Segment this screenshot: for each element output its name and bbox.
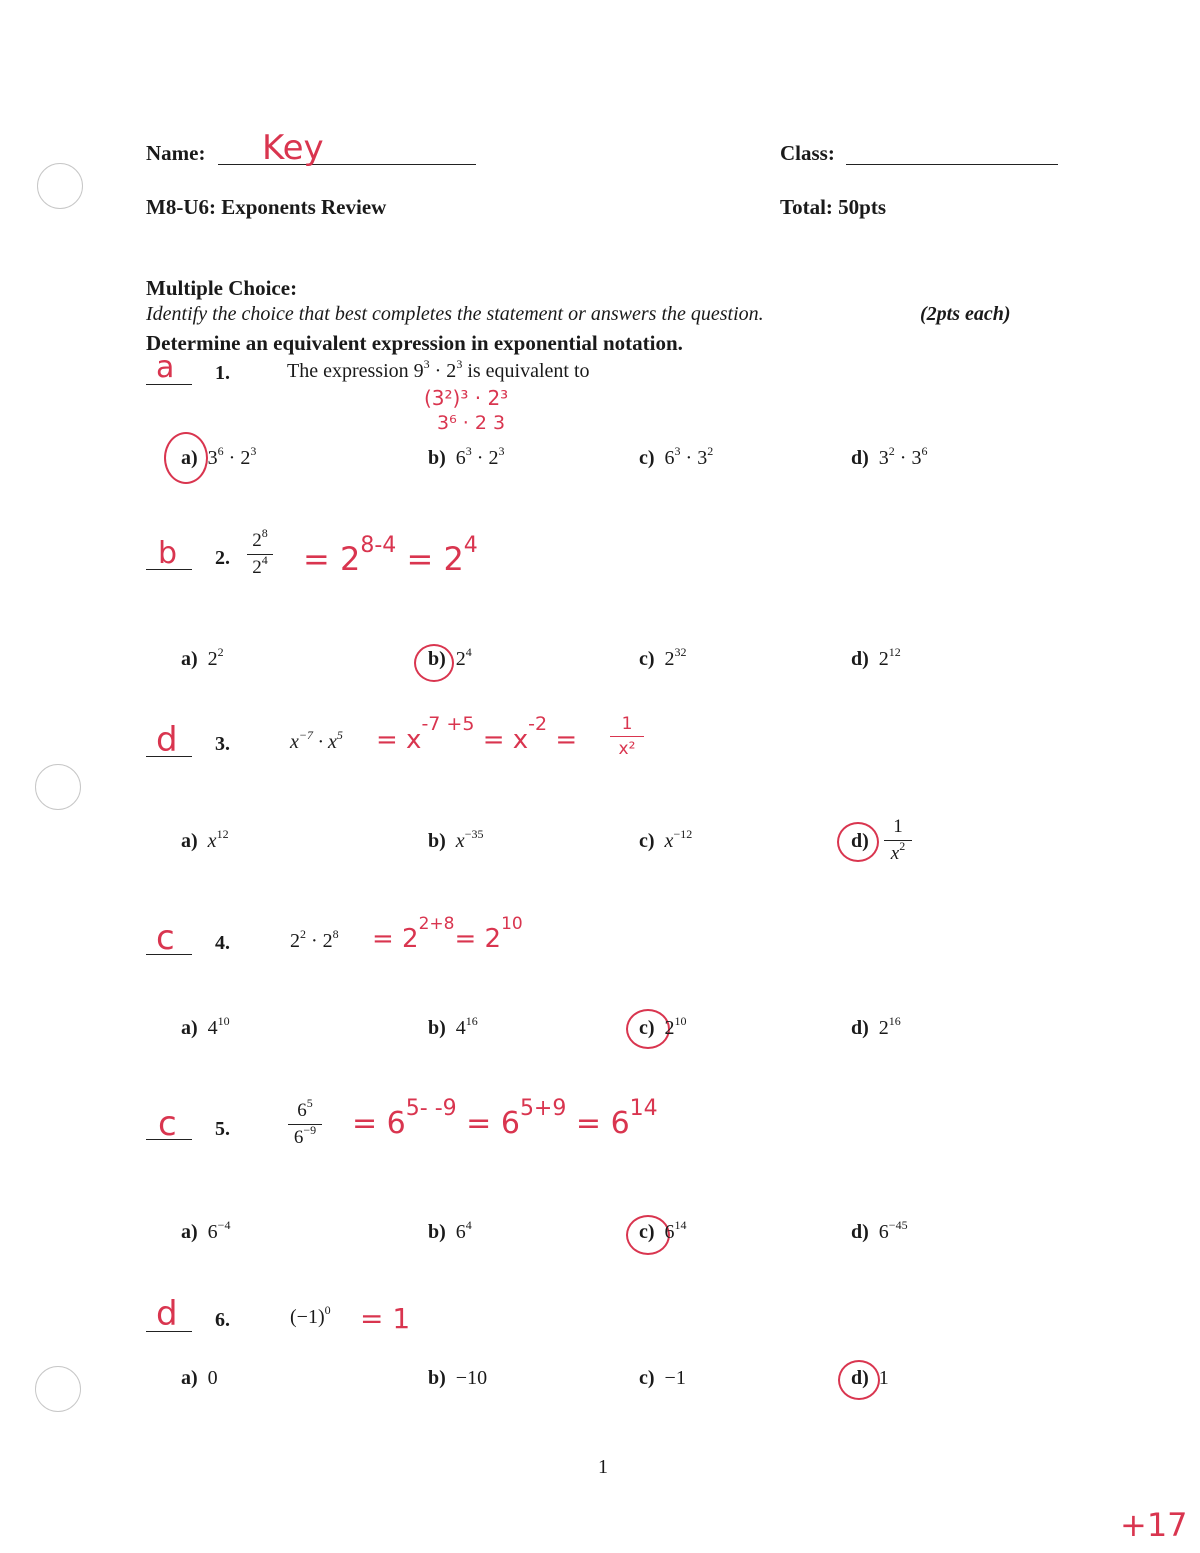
option-3-d[interactable]: d) [851,830,869,852]
answer-5: c [158,1104,177,1144]
question-number-5: 5. [215,1118,230,1140]
answer-2: b [158,536,178,571]
question-number-3: 3. [215,733,230,755]
question-2-denominator: $2^4$ [252,553,268,578]
class-underline [846,142,1058,165]
option-1-d[interactable]: d) $3^2 \cdot 3^6$ [851,444,928,469]
points-each: (2pts each) [920,303,1011,325]
section-heading: Multiple Choice: [146,276,298,300]
option-3-a[interactable]: a) $x^{12}$ [181,827,229,852]
question-2-numerator: $2^8$ [252,526,268,551]
option-2-c[interactable]: c) $2^{32}$ [639,645,687,670]
option-1-a[interactable]: a) $3^6 \cdot 2^3$ [181,444,257,469]
total-points: Total: 50pts [780,195,886,219]
option-2-d[interactable]: d) $2^{12}$ [851,645,901,670]
binder-hole-middle [35,764,81,810]
score: +17 [1120,1506,1188,1544]
option-4-a[interactable]: a) $4^{10}$ [181,1014,230,1039]
option-6-c[interactable]: c) −1 [639,1367,686,1389]
option-4-b[interactable]: b) $4^{16}$ [428,1014,478,1039]
work-1-line2: 3⁶ · 2 3 [437,412,506,434]
work-1-line1: (3²)³ · 2³ [424,386,509,410]
question-number-6: 6. [215,1309,230,1331]
option-3-c[interactable]: c) $x^{-12}$ [639,827,693,852]
question-3-stem: $x^{-7} \cdot x^5$ [290,728,343,753]
binder-hole-bottom [35,1366,81,1412]
name-label: Name: [146,141,206,165]
answer-6: d [156,1294,178,1334]
option-4-d[interactable]: d) $2^{16}$ [851,1014,901,1039]
option-5-b[interactable]: b) $6^4$ [428,1218,472,1243]
work-5: = $6^{5- -9} = 6^{5+9} = 6^{14}$ [352,1096,658,1141]
name-value: Key [262,128,324,168]
option-6-b[interactable]: b) −10 [428,1367,488,1389]
work-4: = $2^{2+8}= 2^{10}$ [372,914,523,954]
question-1-stem: The expression $9^3 \cdot 2^3$ is equivalent to [287,357,590,382]
option-1-b[interactable]: b) $6^3 \cdot 2^3$ [428,444,505,469]
question-6-stem: $(-1)^0$ [290,1303,331,1328]
question-number-1: 1. [215,362,230,384]
answer-3: d [156,720,178,760]
work-3: = $x^{-7 +5} = x^{-2}$ = [376,713,578,755]
option-2-b[interactable]: b) $2^4$ [428,645,472,670]
option-6-a[interactable]: a) 0 [181,1367,218,1389]
option-5-d[interactable]: d) $6^{-45}$ [851,1218,908,1243]
answer-4: c [156,918,175,958]
option-3-b[interactable]: b) $x^{-35}$ [428,827,484,852]
question-5-fraction: $6^5$ $6^{-9}$ [288,1100,322,1149]
option-3-d-fraction: 1 $x^2$ [884,816,912,865]
question-number-4: 4. [215,932,230,954]
work-3-fraction: 1 x² [610,714,644,759]
section-instruction: Identify the choice that best completes the statement or answers the question. [146,303,764,325]
option-6-d[interactable]: d) 1 [851,1367,889,1389]
option-1-c[interactable]: c) $6^3 \cdot 3^2$ [639,444,714,469]
option-4-c[interactable]: c) $2^{10}$ [639,1014,687,1039]
page-number: 1 [598,1456,608,1478]
question-4-stem: $2^2 \cdot 2^8$ [290,927,339,952]
question-2-fraction [247,526,273,579]
option-5-c[interactable]: c) $6^{14}$ [639,1218,687,1243]
name-underline [218,142,476,165]
answer-1: a [156,350,175,385]
section-subheading: Determine an equivalent expression in exponential notation. [146,331,683,355]
worksheet-title: M8-U6: Exponents Review [146,195,387,219]
work-2: = $2^{8-4} = 2^4$ [303,533,478,578]
option-5-a[interactable]: a) $6^{-4}$ [181,1218,231,1243]
class-label: Class: [780,141,835,165]
binder-hole-top [37,163,83,209]
work-6: = 1 [360,1302,411,1335]
option-2-a[interactable]: a) $2^2$ [181,645,224,670]
question-number-2: 2. [215,547,230,569]
